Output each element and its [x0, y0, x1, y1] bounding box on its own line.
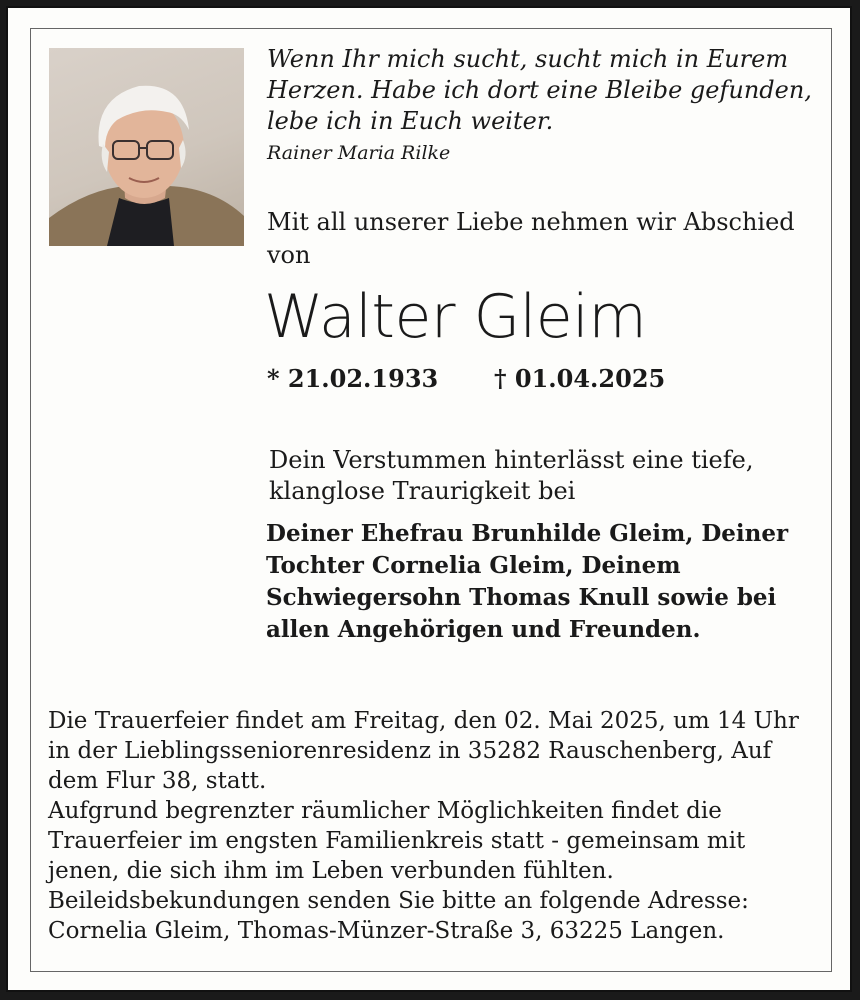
quote-text: Wenn Ihr mich sucht, sucht mich in Eurem Herzen. Habe ich dort eine Bleibe gefunden, lebe ich in Euch weiter. — [267, 45, 812, 135]
funeral-notice: Die Trauerfeier findet am Freitag, den 02. Mai 2025, um 14 Uhr in der Lieblingsseniorenresidenz in 35282 Rauschenberg, Auf dem Flur 38, statt. Aufgrund begrenzter räumlicher Möglichkeiten findet die Trauerfeier im engsten Familienkreis statt - gemeinsam mit jenen, die sich ihm im Leben verbunden fühlten. Beileidsbekundungen senden Sie bitte an folgende Adresse: Cornelia Gleim, Thomas-Münzer-Straße 3, 63225 Langen. — [48, 708, 799, 944]
mourners-list: Deiner Ehefrau Brunhilde Gleim, Deiner Tochter Cornelia Gleim, Deinem Schwiegersohn Thomas Knull sowie bei allen Angehörigen und Freunden. — [266, 520, 789, 643]
deceased-name: Walter Gleim — [264, 282, 647, 352]
death-date: † 01.04.2025 — [494, 364, 666, 393]
farewell-intro: Mit all unserer Liebe nehmen wir Abschied von — [267, 208, 795, 269]
sorrow-text: Dein Verstummen hinterlässt eine tiefe, klanglose Traurigkeit bei — [269, 446, 754, 505]
portrait-photo — [49, 48, 244, 246]
quote-author: Rainer Maria Rilke — [267, 142, 451, 164]
birth-date: * 21.02.1933 — [267, 364, 439, 393]
